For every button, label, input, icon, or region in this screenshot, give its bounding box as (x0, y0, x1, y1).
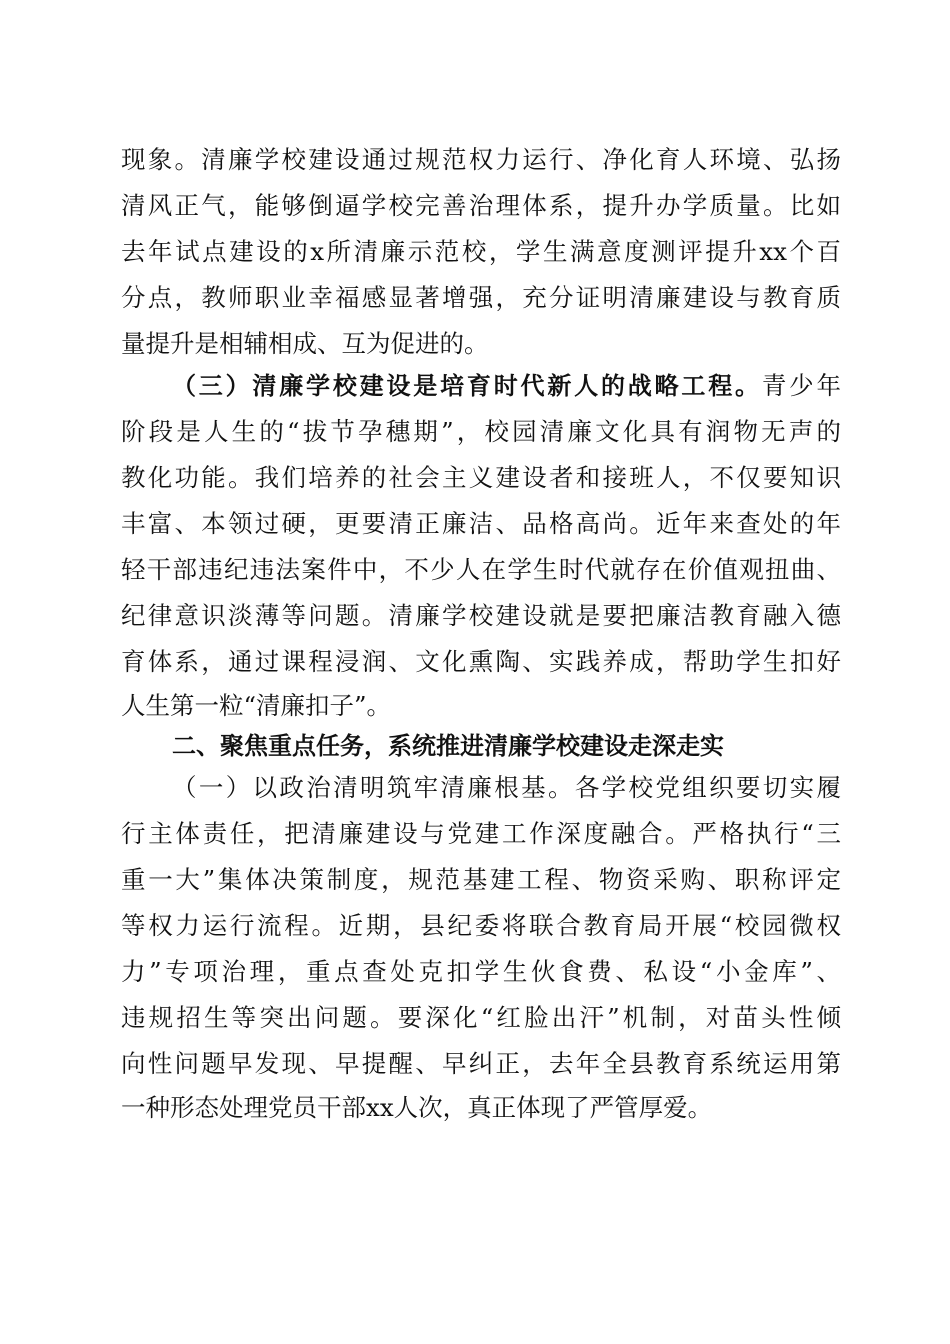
paragraph-line: 力”专项治理，重点查处克扣学生伙食费、私设“小金库”、 (121, 957, 841, 986)
paragraph-line: 违规招生等突出问题。要深化“红脸出汗”机制，对苗头性倾 (121, 1003, 841, 1032)
paragraph-first-line (172, 768, 841, 808)
paragraph-line: 现象。清廉学校建设通过规范权力运行、净化育人环境、弘扬 (121, 145, 841, 174)
paragraph-line: 重一大”集体决策制度，规范基建工程、物资采购、职称评定 (121, 865, 841, 894)
paragraph-line: 向性问题早发现、早提醒、早纠正，去年全县教育系统运用第 (121, 1049, 841, 1078)
section-heading: 二、聚焦重点任务，系统推进清廉学校建设走深走实 (172, 732, 724, 760)
paragraph-line: 一种形态处理党员干部xx人次，真正体现了严管厚爱。 (121, 1093, 713, 1122)
paragraph-lead: （三）清廉学校建设是培育时代新人的战略工程。 (172, 372, 762, 400)
paragraph-line: 丰富、本领过硬，更要清正廉洁、品格高尚。近年来查处的年 (121, 509, 841, 538)
paragraph-line: 教化功能。我们培养的社会主义建设者和接班人，不仅要知识 (121, 463, 841, 492)
paragraph-line: 分点，教师职业幸福感显著增强，充分证明清廉建设与教育质 (121, 283, 841, 312)
paragraph-first-rest: 各学校党组织要切实履 (574, 773, 841, 802)
paragraph-line: 阶段是人生的“拔节孕穗期”，校园清廉文化具有润物无声的 (121, 417, 841, 446)
paragraph-line: 育体系，通过课程浸润、文化熏陶、实践养成，帮助学生扣好 (121, 647, 841, 676)
paragraph-lead: （一）以政治清明筑牢清廉根基。 (172, 773, 575, 802)
paragraph-first-rest: 青少年 (761, 371, 841, 400)
paragraph-line: 人生第一粒“清廉扣子”。 (121, 691, 392, 720)
paragraph-line: 清风正气，能够倒逼学校完善治理体系，提升办学质量。比如 (121, 191, 841, 220)
paragraph-line: 轻干部违纪违法案件中，不少人在学生时代就存在价值观扭曲、 (121, 555, 841, 584)
paragraph-line: 纪律意识淡薄等问题。清廉学校建设就是要把廉洁教育融入德 (121, 601, 841, 630)
paragraph-first-line (172, 366, 841, 406)
paragraph-line: 行主体责任，把清廉建设与党建工作深度融合。严格执行“三 (121, 819, 841, 848)
paragraph-line: 等权力运行流程。近期，县纪委将联合教育局开展“校园微权 (121, 911, 841, 940)
paragraph-line: 去年试点建设的x所清廉示范校，学生满意度测评提升xx个百 (121, 237, 841, 266)
paragraph-line: 量提升是相辅相成、互为促进的。 (121, 329, 489, 358)
